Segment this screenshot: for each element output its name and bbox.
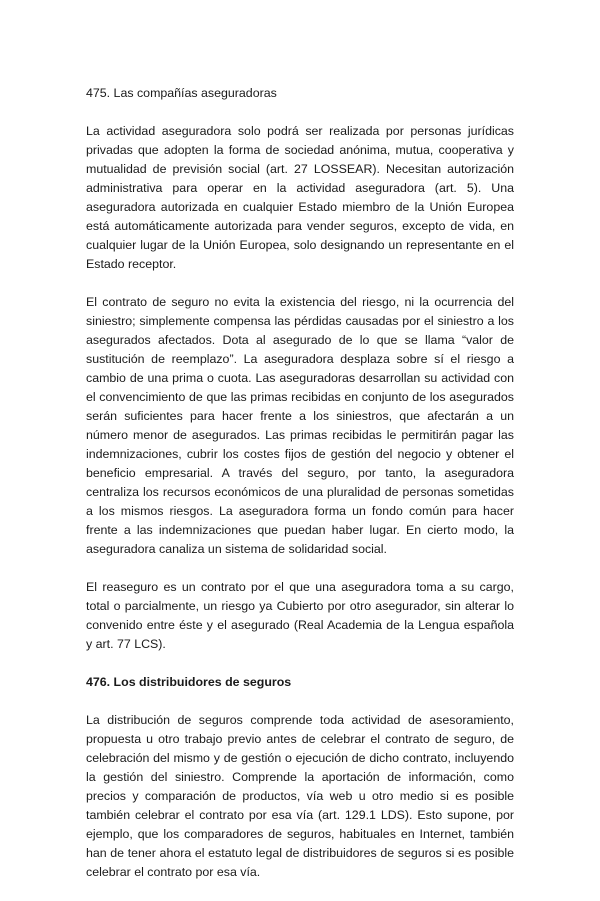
section-heading-475: 475. Las compañías aseguradoras (86, 86, 277, 100)
section-heading-476: 476. Los distribuidores de seguros (86, 675, 292, 689)
document-page (86, 84, 514, 901)
paragraph: La actividad aseguradora solo podrá ser realizada por personas jurídicas privadas que adopten la forma de sociedad anónima, mutua, cooperativa y mutualidad de previsión social (art. 27 LOSSEAR). Necesitan autorización administrativa para operar en la actividad aseguradora (art. 5). Una aseguradora autorizada en cualquier Estado miembro de la Unión Europea está automáticamente autorizada para vender seguros, excepto de vida, en cualquier lugar de la Unión Europea, solo designando un representante en el Estado receptor. (86, 124, 514, 271)
paragraph: El contrato de seguro no evita la existencia del riesgo, ni la ocurrencia del siniestro; simplemente compensa las pérdidas causadas por el siniestro a los asegurados afectados. Dota al asegurado de lo que se llama “valor de sustitución de reemplazo”. La aseguradora desplaza sobre sí el riesgo a cambio de una prima o cuota. Las aseguradoras desarrollan su actividad con el convencimiento de que las primas recibidas en conjunto de los asegurados serán suficientes para hacer frente a los siniestros, que afectarán a un número menor de asegurados. Las primas recibidas le permitirán pagar las indemnizaciones, cubrir los costes fijos de gestión del negocio y obtener el beneficio empresarial. A través del seguro, por tanto, la aseguradora centraliza los recursos económicos de una pluralidad de personas sometidas a los mismos riesgos. La aseguradora forma un fondo común para hacer frente a las indemnizaciones que puedan haber lugar. En cierto modo, la aseguradora canaliza un sistema de solidaridad social. (86, 295, 514, 556)
paragraph: El reaseguro es un contrato por el que una aseguradora toma a su cargo, total o parcialmente, un riesgo ya Cubierto por otro asegurador, sin alterar lo convenido entre éste y el asegurado (Real Academia de la Lengua española y art. 77 LCS). (86, 580, 514, 651)
paragraph: La distribución de seguros comprende toda actividad de asesoramiento, propuesta u otro trabajo previo antes de celebrar el contrato de seguro, de celebración del mismo y de gestión o ejecución de dicho contrato, incluyendo la gestión del siniestro. Comprende la aportación de información, como precios y comparación de productos, vía web u otro medio si es posible también celebrar el contrato por esa vía (art. 129.1 LDS). Esto supone, por ejemplo, que los comparadores de seguros, habituales en Internet, también han de tener ahora el estatuto legal de distribuidores de seguros si es posible celebrar el contrato por esa vía. (86, 713, 514, 879)
